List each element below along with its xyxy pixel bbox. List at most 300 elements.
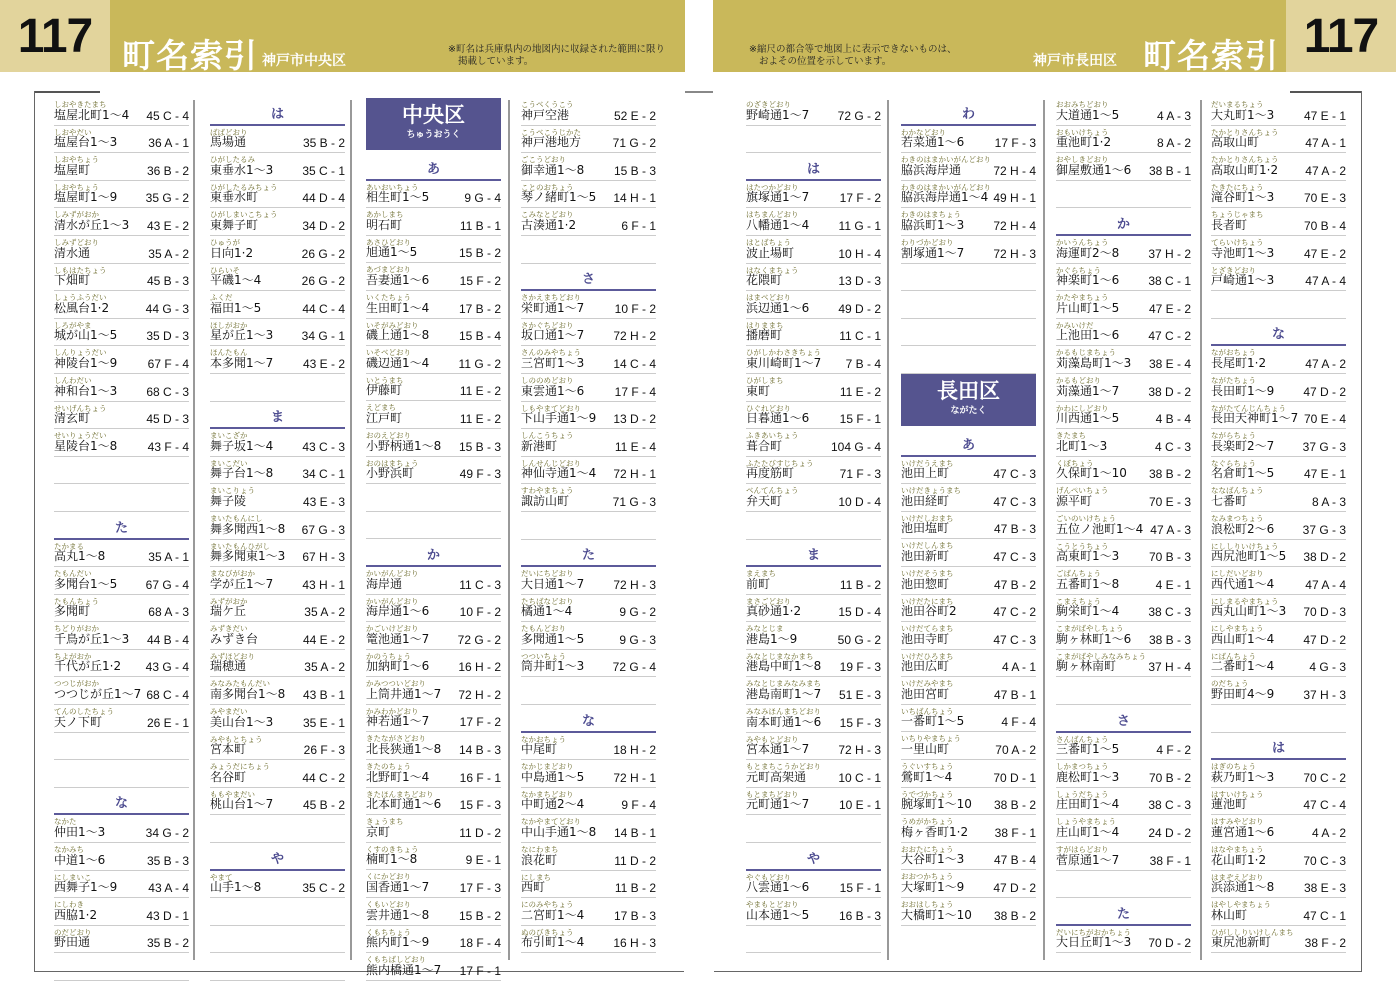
entry-map-ref: 45 B - 3 <box>146 274 189 289</box>
entry-map-ref: 38 B - 2 <box>993 798 1036 813</box>
entry-town-name: 大日丘町1〜3 <box>1056 935 1132 950</box>
page-number-left: 117 <box>0 0 110 72</box>
entry-town-name: 二番町1〜4 <box>1211 659 1275 674</box>
entry-town-name: 野崎通1〜7 <box>746 107 810 122</box>
entry-reading: いそがみどおり <box>366 320 419 330</box>
entry-map-ref: 47 D - 2 <box>1303 632 1346 647</box>
entry-map-ref: 67 G - 4 <box>145 577 189 592</box>
entry-map-ref: 17 F - 2 <box>459 715 501 730</box>
entry-town-name: 脇浜町1〜3 <box>901 217 965 232</box>
index-entry <box>54 898 189 926</box>
entry-map-ref: 38 F - 2 <box>1304 936 1346 951</box>
entry-town-name: 清玄町 <box>54 411 91 426</box>
index-entry <box>901 760 1036 788</box>
index-entry <box>1211 484 1346 512</box>
entry-map-ref: 44 C - 2 <box>302 770 345 785</box>
blank-row <box>54 733 189 761</box>
index-entry <box>746 871 881 899</box>
header-note-left <box>448 44 665 68</box>
entry-map-ref: 71 F - 3 <box>839 467 881 482</box>
index-entry <box>1056 595 1191 623</box>
entry-town-name: 山手1〜8 <box>210 880 262 895</box>
entry-map-ref: 17 F - 3 <box>459 881 501 896</box>
entry-town-name: 中山手通1〜8 <box>521 825 597 840</box>
entry-map-ref: 10 F - 2 <box>614 301 656 316</box>
entry-reading: いけだうえまち <box>901 458 954 468</box>
entry-map-ref: 34 C - 1 <box>302 467 345 482</box>
entry-map-ref: 15 F - 1 <box>839 412 881 427</box>
index-entry <box>210 181 345 209</box>
entry-reading: しおやちょう <box>54 155 99 165</box>
section-label: た <box>581 548 595 564</box>
entry-reading: もとまちどおり <box>746 789 799 799</box>
entry-reading: のだどおり <box>54 927 92 937</box>
index-entry <box>1211 926 1346 954</box>
blank-row <box>54 457 189 485</box>
entry-town-name: 生田町1〜4 <box>366 300 430 315</box>
entry-map-ref: 15 B - 4 <box>458 329 501 344</box>
index-entry <box>1211 126 1346 154</box>
index-entry <box>1056 126 1191 154</box>
entry-reading: にばんちょう <box>1211 651 1256 661</box>
entry-map-ref: 52 E - 2 <box>613 108 656 123</box>
kana-section-header <box>521 264 656 292</box>
entry-reading: くもいどおり <box>366 900 411 910</box>
entry-town-name: 磯上通1〜8 <box>366 328 430 343</box>
entry-town-name: 磯辺通1〜4 <box>366 355 430 370</box>
index-entry <box>901 705 1036 733</box>
entry-town-name: 駒栄町1〜4 <box>1056 604 1120 619</box>
entry-map-ref: 18 H - 2 <box>613 743 656 758</box>
entry-reading: ふたたびすじちょう <box>746 458 814 468</box>
index-entry <box>1211 98 1346 126</box>
entry-reading: はすみやどおり <box>1211 817 1264 827</box>
entry-town-name: 山本通1〜5 <box>746 907 810 922</box>
entry-town-name: 南多聞台1〜8 <box>210 687 286 702</box>
entry-town-name: 星が丘1〜3 <box>210 328 274 343</box>
index-entry <box>54 264 189 292</box>
entry-map-ref: 47 B - 3 <box>993 522 1036 537</box>
index-entry <box>1211 595 1346 623</box>
index-entry <box>366 788 501 816</box>
entry-map-ref: 43 H - 1 <box>302 577 345 592</box>
kana-section-header <box>521 705 656 733</box>
entry-town-name: 高取山町1·2 <box>1211 162 1279 177</box>
index-entry <box>366 567 501 595</box>
index-entry <box>210 291 345 319</box>
entry-town-name: 蓮池町 <box>1211 797 1248 812</box>
index-entry <box>1056 926 1191 954</box>
blank-row <box>54 953 189 981</box>
entry-map-ref: 34 G - 2 <box>145 826 189 841</box>
entry-town-name: 苅藻通1〜7 <box>1056 383 1120 398</box>
blank-row <box>1211 705 1346 733</box>
index-entry <box>54 926 189 954</box>
entry-reading: こまがばやしみなみちょう <box>1056 651 1146 661</box>
entry-map-ref: 17 B - 3 <box>613 908 656 923</box>
index-entry <box>746 484 881 512</box>
entry-town-name: 西脇1·2 <box>54 907 98 922</box>
blank-row <box>901 346 1036 374</box>
entry-map-ref: 16 H - 3 <box>613 936 656 951</box>
entry-town-name: 大丸町1〜3 <box>1211 107 1275 122</box>
note-line: ※縮尺の都合等で地図上に表示できないものは、 <box>749 44 957 55</box>
blank-row <box>54 484 189 512</box>
index-entry <box>54 843 189 871</box>
entry-map-ref: 47 B - 2 <box>993 577 1036 592</box>
index-entry <box>746 291 881 319</box>
section-label: な <box>581 713 595 729</box>
entry-reading: みなみたもんだい <box>210 679 270 689</box>
entry-map-ref: 11 G - 1 <box>838 218 881 233</box>
entry-reading: のざきどおり <box>746 100 791 109</box>
entry-map-ref: 19 F - 3 <box>839 660 881 675</box>
index-entry <box>901 788 1036 816</box>
entry-reading: たもんちょう <box>54 596 99 606</box>
index-entry <box>521 733 656 761</box>
entry-map-ref: 11 B - 1 <box>459 218 501 233</box>
entry-town-name: 熊内町1〜9 <box>366 935 430 950</box>
entry-town-name: 京町 <box>366 824 391 839</box>
entry-map-ref: 35 A - 1 <box>148 550 189 565</box>
entry-map-ref: 11 E - 2 <box>459 384 501 399</box>
index-entry <box>366 815 501 843</box>
entry-reading: みやまだい <box>210 707 248 717</box>
entry-reading: たかとりさんちょう <box>1211 127 1279 137</box>
index-entry <box>521 843 656 871</box>
section-label: さ <box>581 272 595 288</box>
index-entry <box>366 898 501 926</box>
index-entry <box>366 263 501 291</box>
kana-section-header <box>1211 733 1346 761</box>
entry-map-ref: 11 B - 2 <box>839 577 881 592</box>
entry-town-name: 布引町1〜4 <box>521 935 585 950</box>
entry-town-name: 池田上町 <box>901 466 950 481</box>
entry-town-name: 塩屋北町1〜4 <box>54 107 130 122</box>
index-entry <box>1056 319 1191 347</box>
entry-map-ref: 17 F - 3 <box>994 136 1036 151</box>
entry-map-ref: 37 G - 3 <box>1302 439 1346 454</box>
index-entry <box>210 705 345 733</box>
entry-map-ref: 13 D - 3 <box>838 274 881 289</box>
entry-town-name: 池田寺町 <box>901 631 950 646</box>
entry-map-ref: 36 B - 2 <box>146 163 189 178</box>
index-entry <box>366 208 501 236</box>
index-entry <box>521 319 656 347</box>
entry-town-name: 重池町1·2 <box>1056 135 1112 150</box>
entry-town-name: 蓮宮通1〜6 <box>1211 825 1275 840</box>
blank-row <box>901 291 1036 319</box>
index-entry <box>1211 540 1346 568</box>
entry-town-name: 中尾町 <box>521 742 558 757</box>
index-entry <box>746 677 881 705</box>
index-entry <box>1056 843 1191 871</box>
index-entry <box>746 733 881 761</box>
entry-reading: くもちちょう <box>366 927 411 937</box>
index-entry <box>366 457 501 485</box>
entry-town-name: 天ノ下町 <box>54 714 103 729</box>
kana-section-header <box>54 788 189 816</box>
entry-map-ref: 4 E - 1 <box>1155 577 1191 592</box>
entry-reading: ほんたもん <box>210 348 248 358</box>
entry-town-name: 中道1〜6 <box>54 852 106 867</box>
entry-town-name: 庄山町1〜4 <box>1056 825 1120 840</box>
index-entry <box>1056 760 1191 788</box>
index-entry <box>901 677 1036 705</box>
index-entry <box>366 346 501 374</box>
entry-town-name: 馬場通 <box>210 135 247 150</box>
entry-reading: わかなどおり <box>901 127 946 137</box>
index-entry <box>1211 843 1346 871</box>
entry-map-ref: 17 F - 1 <box>459 963 501 978</box>
entry-town-name: 海運町2〜8 <box>1056 245 1120 260</box>
column-divider <box>1043 100 1045 960</box>
entry-map-ref: 38 F - 1 <box>1149 853 1191 868</box>
entry-town-name: 元町通1〜7 <box>746 797 810 812</box>
index-entry <box>366 181 501 209</box>
index-entry <box>901 181 1036 209</box>
index-entry <box>1056 153 1191 181</box>
entry-town-name: 雲井通1〜8 <box>366 907 430 922</box>
entry-reading: わきのはまかいがんどおり <box>901 155 991 165</box>
entry-map-ref: 47 C - 3 <box>993 494 1036 509</box>
index-entry <box>210 346 345 374</box>
index-entry <box>54 98 189 126</box>
entry-town-name: 池田経町 <box>901 493 950 508</box>
entry-reading: ばばどおり <box>210 127 248 137</box>
entry-reading: みょうだにちょう <box>210 762 270 772</box>
entry-map-ref: 47 D - 2 <box>993 881 1036 896</box>
entry-reading: なかまちどおり <box>521 789 574 799</box>
entry-town-name: 一里山町 <box>901 742 950 757</box>
ward-reading: ちゅうおうく <box>406 130 461 140</box>
section-label: ま <box>270 410 284 426</box>
entry-town-name: 楠町1〜8 <box>366 852 418 867</box>
index-entry <box>746 595 881 623</box>
entry-town-name: 港島1〜9 <box>746 631 798 646</box>
blank-row <box>521 677 656 705</box>
entry-map-ref: 15 B - 3 <box>613 163 656 178</box>
blank-row <box>210 953 345 981</box>
index-entry <box>521 898 656 926</box>
note-line: 掲載しています。 <box>458 56 534 67</box>
entry-town-name: 川西通1〜5 <box>1056 411 1120 426</box>
entry-town-name: 大日通1〜7 <box>521 576 585 591</box>
entry-reading: はなくまちょう <box>746 265 799 275</box>
entry-town-name: 古湊通1·2 <box>521 217 577 232</box>
entry-map-ref: 38 D - 2 <box>1148 384 1191 399</box>
entry-map-ref: 47 C - 3 <box>993 549 1036 564</box>
entry-reading: うめがかちょう <box>901 817 954 827</box>
entry-town-name: 小野柄通1〜8 <box>366 438 442 453</box>
entry-reading: しんわだい <box>54 375 92 385</box>
entry-reading: やまもとどおり <box>746 900 799 910</box>
entry-town-name: 北長狭通1〜8 <box>366 742 442 757</box>
index-entry <box>746 760 881 788</box>
entry-town-name: 西丸山町1〜3 <box>1211 604 1287 619</box>
entry-map-ref: 14 C - 4 <box>613 356 656 371</box>
entry-map-ref: 43 A - 4 <box>148 881 189 896</box>
index-entry <box>1056 402 1191 430</box>
index-entry <box>521 788 656 816</box>
index-entry <box>1211 429 1346 457</box>
entry-map-ref: 38 B - 1 <box>1148 163 1191 178</box>
index-entry <box>54 815 189 843</box>
entry-reading: なにわまち <box>521 845 559 855</box>
entry-reading: あいおいちょう <box>366 182 419 192</box>
index-entry <box>901 484 1036 512</box>
blank-row <box>1056 871 1191 899</box>
index-entry <box>521 871 656 899</box>
index-entry <box>210 540 345 568</box>
index-entry <box>54 319 189 347</box>
entry-reading: しんりょうだい <box>54 348 107 358</box>
entry-map-ref: 11 C - 3 <box>459 577 501 592</box>
entry-town-name: 西代通1〜4 <box>1211 576 1275 591</box>
entry-town-name: 池田新町 <box>901 548 950 563</box>
entry-map-ref: 44 G - 3 <box>145 301 189 316</box>
entry-reading: にしだいどおり <box>1211 569 1264 579</box>
index-entry <box>1211 236 1346 264</box>
entry-town-name: 大橋町1〜10 <box>901 907 972 922</box>
entry-map-ref: 38 C - 3 <box>1148 798 1191 813</box>
entry-reading: いけだたにまち <box>901 596 954 606</box>
entry-town-name: 東垂水1〜3 <box>210 162 274 177</box>
kana-section-header <box>901 98 1036 126</box>
index-entry <box>366 319 501 347</box>
entry-town-name: 東雲通1〜6 <box>521 383 585 398</box>
index-entry <box>366 843 501 871</box>
entry-map-ref: 47 B - 4 <box>993 853 1036 868</box>
entry-map-ref: 47 A - 4 <box>1305 577 1346 592</box>
entry-reading: なみまつちょう <box>1211 513 1264 523</box>
blank-row <box>210 815 345 843</box>
entry-town-name: 中島通1〜5 <box>521 769 585 784</box>
entry-reading: おもいけちょう <box>1056 127 1109 137</box>
index-entry <box>1211 622 1346 650</box>
entry-town-name: 宮本町 <box>210 742 247 757</box>
entry-map-ref: 47 E - 2 <box>1303 246 1346 261</box>
kana-section-header <box>1056 705 1191 733</box>
index-entry <box>1211 898 1346 926</box>
entry-reading: にしまいこ <box>54 872 92 882</box>
entry-town-name: 脇浜海岸通 <box>901 162 962 177</box>
index-entry <box>366 401 501 429</box>
index-title-left: 町名索引 <box>122 36 258 75</box>
entry-reading: わりづかどおり <box>901 237 954 247</box>
entry-town-name: 江戸町 <box>366 410 403 425</box>
blank-row <box>746 126 881 154</box>
entry-town-name: 国香通1〜7 <box>366 880 430 895</box>
entry-map-ref: 35 C - 2 <box>302 881 345 896</box>
entry-reading: おのはまちょう <box>366 458 419 468</box>
entry-town-name: 清水が丘1〜3 <box>54 217 130 232</box>
index-column <box>366 98 501 981</box>
entry-town-name: 海岸通 <box>366 576 403 591</box>
entry-map-ref: 38 B - 2 <box>1148 467 1191 482</box>
index-entry <box>210 457 345 485</box>
entry-reading: こまがばやしちょう <box>1056 624 1124 634</box>
entry-map-ref: 9 G - 3 <box>619 632 656 647</box>
kana-section-header <box>746 843 881 871</box>
entry-reading: かたやまちょう <box>1056 293 1109 303</box>
index-entry <box>746 319 881 347</box>
entry-town-name: 福田1〜5 <box>210 300 262 315</box>
index-entry <box>366 622 501 650</box>
entry-town-name: 播磨町 <box>746 328 783 343</box>
entry-reading: くぼちょう <box>1056 458 1094 468</box>
entry-town-name: 苅藻島町1〜3 <box>1056 355 1132 370</box>
entry-map-ref: 11 E - 2 <box>459 411 501 426</box>
entry-map-ref: 72 G - 2 <box>457 632 501 647</box>
entry-town-name: 多聞町 <box>54 604 91 619</box>
entry-map-ref: 67 G - 3 <box>301 522 345 537</box>
index-column <box>746 98 881 953</box>
entry-reading: のだちょう <box>1211 679 1249 689</box>
entry-reading: いちりやまちょう <box>901 734 961 744</box>
column-divider <box>193 100 195 960</box>
index-column <box>54 98 189 1000</box>
entry-town-name: 神和台1〜3 <box>54 383 118 398</box>
entry-town-name: 大塚町1〜9 <box>901 880 965 895</box>
entry-town-name: つつじが丘1〜7 <box>54 687 142 702</box>
index-entry <box>1211 871 1346 899</box>
entry-map-ref: 35 A - 2 <box>148 246 189 261</box>
index-entry <box>366 374 501 402</box>
entry-reading: みなとじまなかまち <box>746 651 814 661</box>
entry-reading: きたのちょう <box>366 762 411 772</box>
entry-map-ref: 70 E - 3 <box>1303 191 1346 206</box>
entry-reading: つつじがおか <box>54 679 99 689</box>
entry-town-name: 港島中町1〜8 <box>746 659 822 674</box>
blank-row <box>54 981 189 1000</box>
index-entry <box>1211 567 1346 595</box>
entry-town-name: 菅原通1〜7 <box>1056 852 1120 867</box>
entry-town-name: 再度筋町 <box>746 466 795 481</box>
section-label: か <box>426 547 440 563</box>
index-entry <box>54 650 189 678</box>
entry-map-ref: 9 G - 4 <box>464 191 501 206</box>
entry-reading: ひぐれどおり <box>746 403 791 413</box>
entry-map-ref: 49 D - 2 <box>838 301 881 316</box>
index-entry <box>1211 208 1346 236</box>
entry-map-ref: 36 A - 1 <box>148 136 189 151</box>
entry-reading: ちょうじゃまち <box>1211 210 1264 220</box>
blank-row <box>901 319 1036 347</box>
note-line: ※町名は兵庫県内の地図内に収録された範囲に限り <box>448 44 665 55</box>
index-entry <box>1211 374 1346 402</box>
blank-row <box>746 512 881 540</box>
entry-map-ref: 47 E - 1 <box>1303 108 1346 123</box>
index-entry <box>366 236 501 264</box>
entry-map-ref: 70 C - 3 <box>1303 853 1346 868</box>
index-entry <box>1056 264 1191 292</box>
entry-town-name: 駒ヶ林南町 <box>1056 659 1117 674</box>
entry-town-name: 西山町1〜4 <box>1211 631 1275 646</box>
blank-row <box>1056 677 1191 705</box>
index-entry <box>521 291 656 319</box>
index-entry <box>210 236 345 264</box>
kana-section-header <box>210 402 345 430</box>
entry-town-name: 長田天神町1〜7 <box>1211 411 1299 426</box>
entry-town-name: 林山町 <box>1211 907 1248 922</box>
entry-reading: たかまる <box>54 541 84 551</box>
entry-reading: はまべどおり <box>746 293 791 303</box>
entry-town-name: 清水通 <box>54 245 91 260</box>
entry-map-ref: 43 D - 1 <box>146 908 189 923</box>
section-label: あ <box>961 437 975 453</box>
entry-town-name: 長楽町2〜7 <box>1211 438 1275 453</box>
